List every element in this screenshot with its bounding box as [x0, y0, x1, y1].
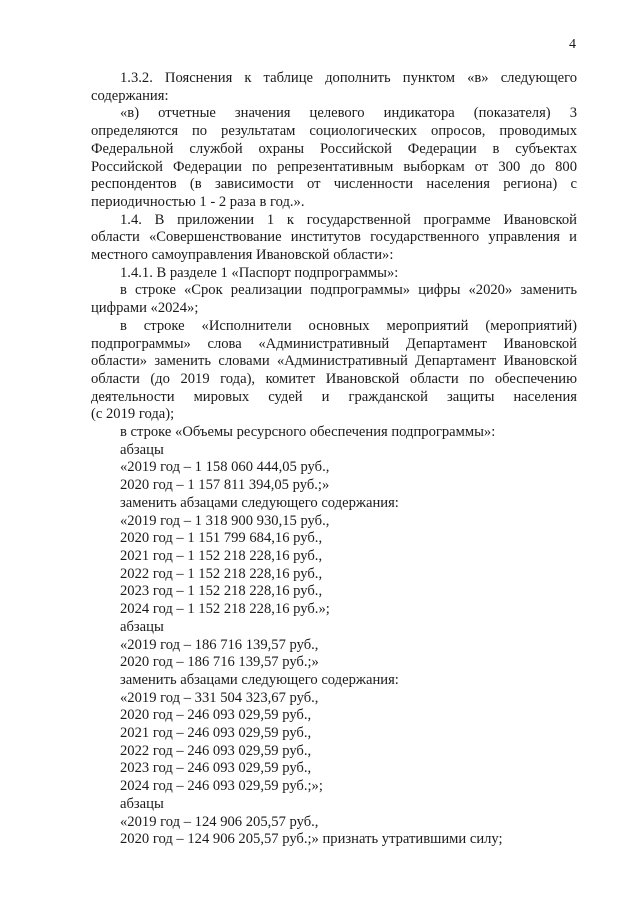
text-line: 1.4.1. В разделе 1 «Паспорт подпрограммы»:	[120, 264, 399, 281]
text-line: 2023 год – 246 093 029,59 руб.,	[120, 760, 312, 777]
text-line: определяются по результатам социологических опросов, проводимых	[91, 123, 577, 140]
text-line: 1.4. В приложении 1 к государственной программе Ивановской	[120, 211, 577, 228]
text-line: 2021 год – 246 093 029,59 руб.,	[120, 725, 312, 742]
text-line: области «Совершенствование институтов государственного управления и	[91, 229, 577, 246]
text-line: респондентов (в зависимости от численности населения региона) с	[91, 176, 577, 193]
text-line: 2024 год – 1 152 218 228,16 руб.»;	[120, 601, 330, 618]
text-line: абзацы	[120, 795, 164, 812]
text-line: 2022 год – 1 152 218 228,16 руб.,	[120, 565, 323, 582]
text-line: Российской Федерации по репрезентативным выборкам от 300 до 800	[91, 158, 577, 175]
text-line: 2021 год – 1 152 218 228,16 руб.,	[120, 547, 323, 564]
text-line: «2019 год – 1 158 060 444,05 руб.,	[120, 459, 330, 476]
text-line: «2019 год – 331 504 323,67 руб.,	[120, 689, 319, 706]
text-line: в строке «Объемы ресурсного обеспечения подпрограммы»:	[120, 424, 496, 441]
text-line: абзацы	[120, 441, 164, 458]
text-line: «в) отчетные значения целевого индикатора (показателя) 3	[120, 105, 577, 122]
text-line: «2019 год – 186 716 139,57 руб.,	[120, 636, 319, 653]
text-line: местного самоуправления Ивановской области»:	[91, 247, 394, 264]
text-line: 2020 год – 124 906 205,57 руб.;» признать утратившими силу;	[120, 831, 503, 848]
text-line: 2024 год – 246 093 029,59 руб.;»;	[120, 778, 323, 795]
document-body	[91, 70, 577, 849]
text-line: 2020 год – 1 151 799 684,16 руб.,	[120, 530, 323, 547]
text-line: в строке «Срок реализации подпрограммы» цифры «2020» заменить	[120, 282, 577, 299]
text-line: содержания:	[91, 87, 169, 104]
page-number: 4	[569, 37, 576, 52]
text-line: деятельности мировых судей и гражданской защиты населения	[91, 388, 577, 405]
text-line: заменить абзацами следующего содержания:	[120, 671, 399, 688]
text-line: 2020 год – 186 716 139,57 руб.;»	[120, 654, 319, 671]
text-line: 2023 год – 1 152 218 228,16 руб.,	[120, 583, 323, 600]
text-line: в строке «Исполнители основных мероприятий (мероприятий)	[120, 317, 577, 334]
text-line: периодичностью 1 - 2 раза в год.».	[91, 193, 305, 210]
text-line: области» заменить словами «Административный Департамент Ивановской	[91, 353, 577, 370]
text-line: заменить абзацами следующего содержания:	[120, 494, 399, 511]
text-line: 1.3.2. Пояснения к таблице дополнить пунктом «в» следующего	[120, 70, 577, 86]
text-line: области (до 2019 года), комитет Ивановской области по обеспечению	[91, 370, 577, 387]
text-line: цифрами «2024»;	[91, 300, 199, 317]
text-line: Федеральной службой охраны Российской Федерации в субъектах	[91, 140, 577, 157]
text-line: «2019 год – 1 318 900 930,15 руб.,	[120, 512, 330, 529]
text-line: «2019 год – 124 906 205,57 руб.,	[120, 813, 319, 830]
text-line: 2022 год – 246 093 029,59 руб.,	[120, 742, 312, 759]
text-line: (с 2019 года);	[91, 406, 175, 423]
text-line: 2020 год – 246 093 029,59 руб.,	[120, 707, 312, 724]
text-line: абзацы	[120, 618, 164, 635]
text-line: 2020 год – 1 157 811 394,05 руб.;»	[120, 477, 330, 494]
text-line: подпрограммы» слова «Административный Департамент Ивановской	[91, 335, 577, 352]
